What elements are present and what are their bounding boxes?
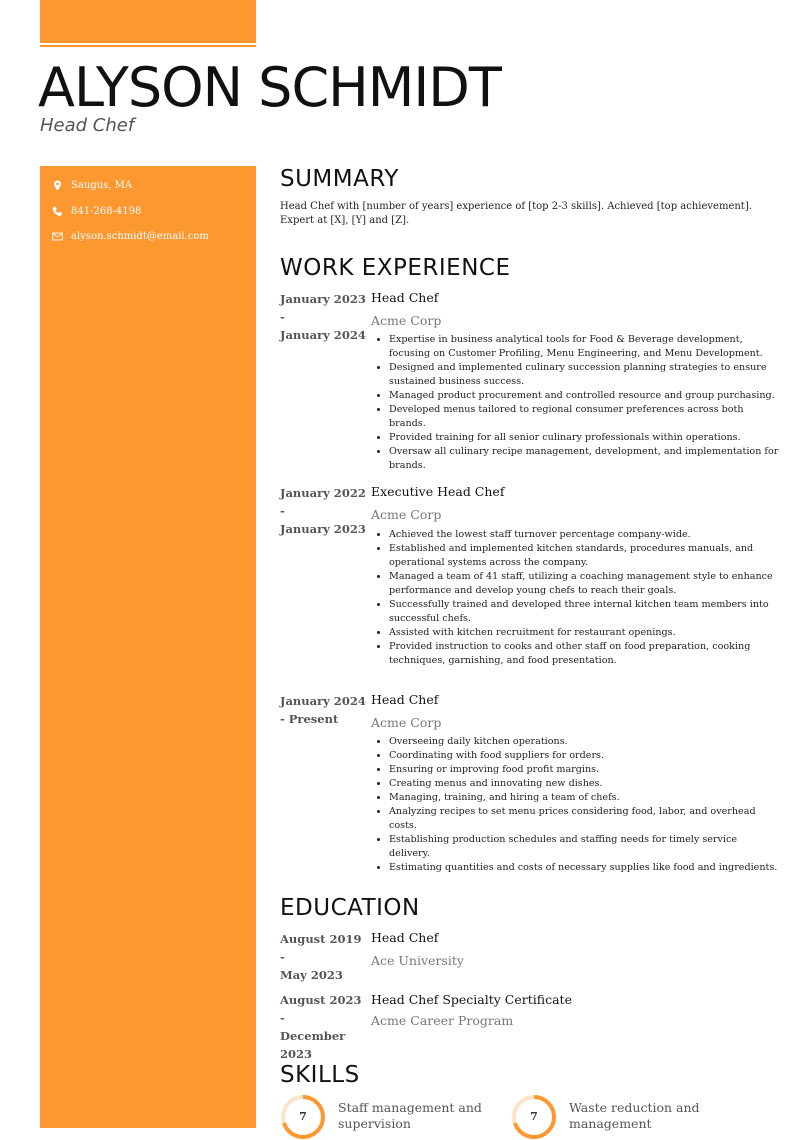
summary-heading: SUMMARY [280,166,399,192]
skills-heading: SKILLS [280,1062,360,1088]
skill-label: Waste reduction and management [569,1100,700,1131]
job-bullet: • Analyzing recipes to set menu prices considering food, labor, and overhead costs. [389,805,779,833]
education-dates [280,991,368,1063]
job-date-start: January 2023 [280,292,366,306]
summary-text: Head Chef with [number of years] experience of [top 2-3 skills]. Achieved [top achievement]. Expert at [X], [Y] and [Z]. [280,201,752,226]
skill-label: Staff management and supervision [338,1100,482,1131]
job-title: Head Chef [371,692,439,707]
contact-email[interactable] [52,231,209,242]
skill-item [280,1094,498,1140]
contact-location-text: Saugus, MA [71,180,133,191]
education-school: Acme Career Program [371,1013,514,1028]
job-title: Executive Head Chef [371,484,505,499]
job-date-start: January 2024 [280,694,366,708]
job-bullet: • Oversaw all culinary recipe management, development, and implementation for brands. [389,445,779,473]
phone-icon [52,206,63,217]
job-bullet: • Provided training for all senior culinary professionals within operations. [389,431,779,445]
job-bullets [371,735,779,875]
job-bullet: • Achieved the lowest staff turnover percentage company-wide. [389,528,779,542]
job-bullet: • Designed and implemented culinary succession planning strategies to ensure sustained business success. [389,361,779,389]
skill-item [511,1094,729,1140]
job-bullet: • Assisted with kitchen recruitment for restaurant openings. [389,626,779,640]
candidate-role: Head Chef [40,115,135,136]
job-bullets [371,333,779,473]
job-bullet: • Overseeing daily kitchen operations. [389,735,779,749]
job-dates [280,484,368,538]
education-date-end: December 2023 [280,1029,346,1061]
education-date-end: May 2023 [280,968,343,982]
job-bullet: • Estimating quantities and costs of necessary supplies like food and ingredients. [389,861,779,875]
job-bullet: • Provided instruction to cooks and other staff on food preparation, cooking techniques, garnishing, and food presentation. [389,640,779,668]
education-heading: EDUCATION [280,895,420,921]
contact-phone-text: 841-268-4198 [71,206,142,217]
job-bullet: • Developed menus tailored to regional consumer preferences across both brands. [389,403,779,431]
education-dates [280,930,368,984]
header-accent-bar [40,0,256,43]
job-bullet: • Managed product procurement and controlled resource and group purchasing. [389,389,779,403]
job-company: Acme Corp [371,507,442,522]
contact-location [52,180,132,191]
skill-level-value: 7 [530,1110,538,1123]
contact-email-link[interactable]: alyson.schmidt@email.com [71,231,209,242]
job-title: Head Chef [371,290,439,305]
job-bullet: • Managed a team of 41 staff, utilizing a coaching management style to enhance performance and develop young chefs to reach their goals. [389,570,779,598]
job-bullet: • Establishing production schedules and staffing needs for timely service delivery. [389,833,779,861]
job-dates [280,290,368,344]
job-company: Acme Corp [371,715,442,730]
job-bullet: • Ensuring or improving food profit margins. [389,763,779,777]
job-company: Acme Corp [371,313,442,328]
job-bullet: • Coordinating with food suppliers for orders. [389,749,779,763]
job-date-end: January 2023 [280,522,366,536]
job-dates [280,692,368,728]
job-date-end: - Present [280,712,339,726]
sidebar [40,166,256,1128]
job-date-separator: - [280,504,285,518]
contact-phone [52,206,141,217]
job-bullet: • Managing, training, and hiring a team of chefs. [389,791,779,805]
education-degree: Head Chef Specialty Certificate [371,992,572,1007]
job-bullets [371,528,779,668]
job-date-end: January 2024 [280,328,366,342]
job-bullet: • Expertise in business analytical tools for Food & Beverage development, focusing on Customer Profiling, Menu Engineering, and Menu Development. [389,333,779,361]
job-date-start: January 2022 [280,486,366,500]
education-degree: Head Chef [371,930,439,945]
skill-level-ring [280,1094,326,1140]
education-date-start: August 2023 - [280,993,362,1025]
education-date-start: August 2019 - [280,932,362,964]
job-date-separator: - [280,310,285,324]
job-bullet: • Established and implemented kitchen standards, procedures manuals, and operational systems across the company. [389,542,779,570]
job-bullet: • Creating menus and innovating new dishes. [389,777,779,791]
work-experience-heading: WORK EXPERIENCE [280,255,511,281]
education-school: Ace University [371,953,464,968]
header-accent-line [40,45,256,47]
location-pin-icon [52,180,63,191]
skill-level-value: 7 [299,1110,307,1123]
skill-level-ring [511,1094,557,1140]
job-bullet: • Successfully trained and developed three internal kitchen team members into successful chefs. [389,598,779,626]
candidate-name: ALYSON SCHMIDT [38,56,501,119]
mail-icon [52,231,63,242]
